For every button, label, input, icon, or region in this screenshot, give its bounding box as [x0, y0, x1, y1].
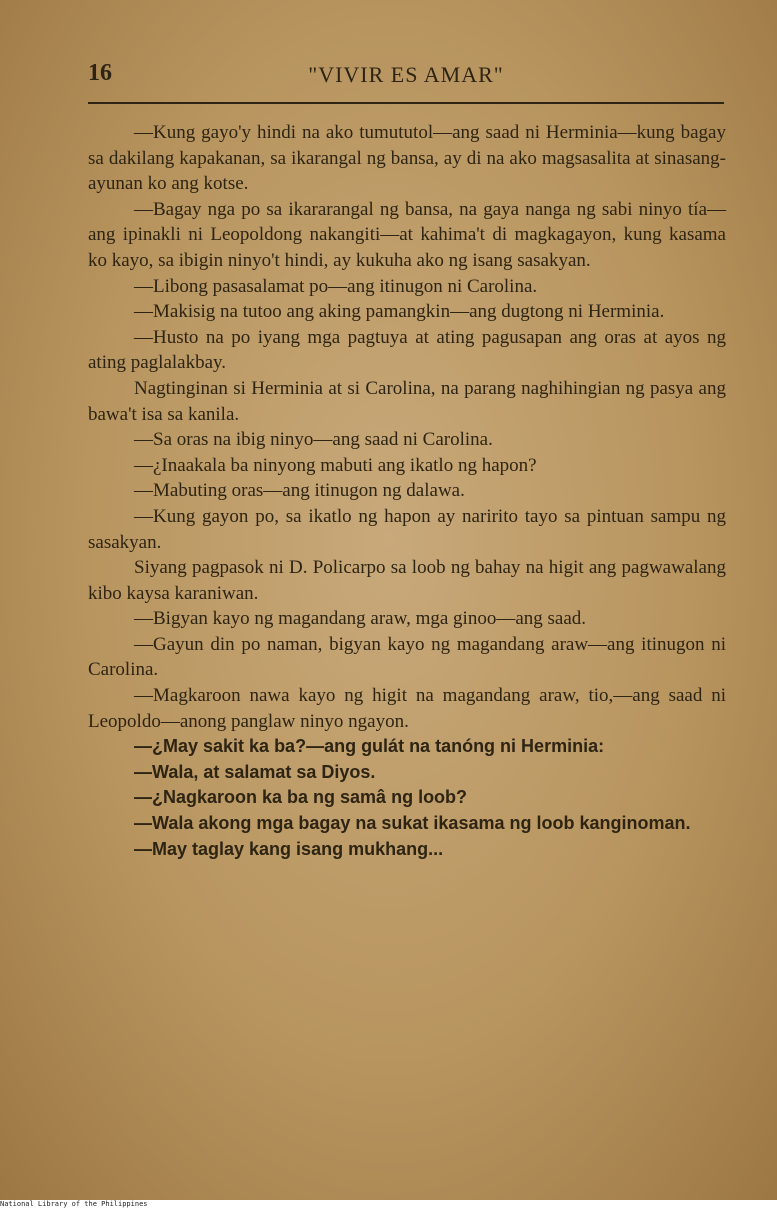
paragraph: —Sa oras na ibig ninyo—ang saad ni Carolina.	[134, 429, 493, 451]
paragraph: —Makisig na tutoo ang aking pamangkin—ang dugtong ni Herminia.	[134, 301, 665, 323]
paragraph: —Bagay nga po sa ikararangal ng bansa, na gaya nanga ng sabi ninyo tía—ang ipinakli ni Leopoldong nakangiti—at kahima't di magkagayon, kung kasama ko kayo, sa ibigin ninyo't hindi, ay kukuha ako ng isang sasakyan.	[88, 198, 726, 271]
library-credit: National Library of the Philippines	[0, 1200, 148, 1208]
paragraph: —¿Inaakala ba ninyong mabuti ang ikatlo ng hapon?	[134, 454, 537, 476]
paragraph: Siyang pagpasok ni D. Policarpo sa loob ng bahay na higit ang pagwawalang kibo kaysa karaniwan.	[88, 557, 726, 604]
paragraph: —Kung gayon po, sa ikatlo ng hapon ay naririto tayo sa pintuan sampu ng sasakyan.	[88, 505, 726, 553]
paragraph-bold: —May taglay kang isang mukhang...	[134, 838, 444, 859]
paragraph-bold: —Wala akong mga bagay na sukat ikasama ng loob kanginoman.	[134, 813, 691, 834]
body-text	[88, 120, 726, 862]
header-rule	[88, 102, 724, 104]
paragraph: —Husto na po iyang mga pagtuya at ating pagusapan ang oras at ayos ng ating paglalakbay.	[88, 326, 726, 374]
paragraph: —Mabuting oras—ang itinugon ng dalawa.	[134, 480, 465, 502]
paragraph-bold: —¿Nagkaroon ka ba ng samâ ng loob?	[134, 787, 468, 808]
paragraph: —Bigyan kayo ng magandang araw, mga ginoo—ang saad.	[134, 608, 587, 630]
page-header	[88, 60, 724, 90]
page-number: 16	[88, 60, 112, 86]
running-title: "VIVIR ES AMAR"	[308, 62, 504, 87]
paragraph: —Libong pasasalamat po—ang itinugon ni Carolina.	[134, 275, 538, 297]
paragraph: —Kung gayo'y hindi na ako tumututol—ang saad ni Herminia—kung bagay sa dakilang kapakanan, sa ikarangal ng bansa, ay di na ako magsasalita at sinasang-ayunan ko ang kotse.	[88, 122, 726, 195]
paragraph: —Magkaroon nawa kayo ng higit na magandang araw, tio,—ang saad ni Leopoldo—anong panglaw ninyo ngayon.	[88, 685, 726, 732]
paragraph-bold: —Wala, at salamat sa Diyos.	[134, 761, 376, 782]
paragraph: Nagtinginan si Herminia at si Carolina, na parang naghihingian ng pasya ang bawa't isa sa kanila.	[88, 377, 726, 425]
paragraph-bold: —¿May sakit ka ba?—ang gulát na tanóng ni Herminia:	[134, 736, 605, 757]
paragraph: —Gayun din po naman, bigyan kayo ng magandang araw—ang itinugon ni Carolina.	[88, 633, 726, 681]
